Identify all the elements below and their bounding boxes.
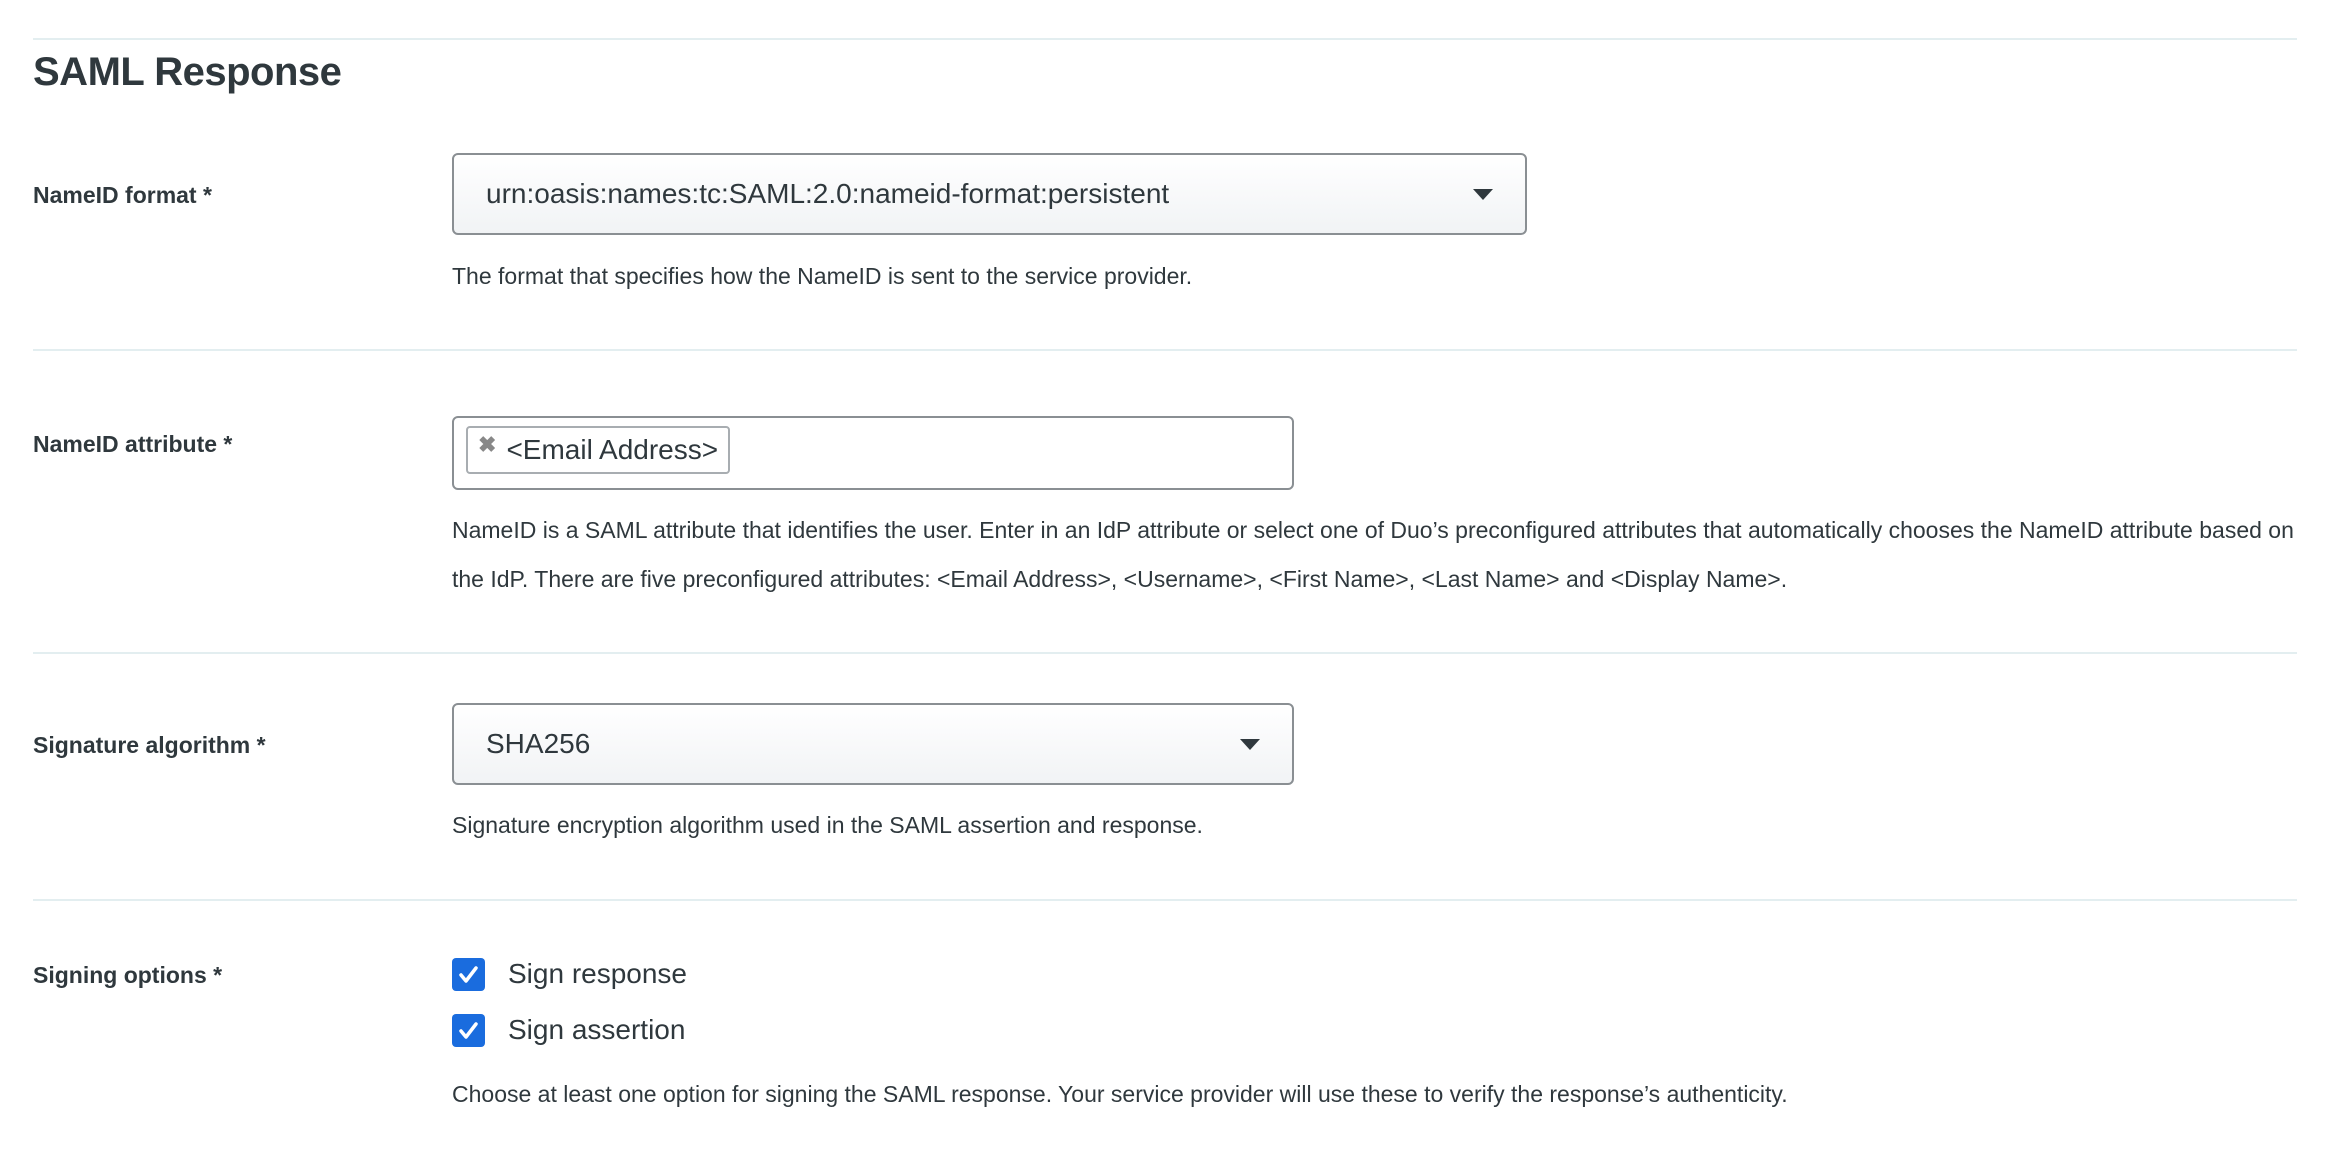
sign-response-checkbox[interactable] <box>452 958 485 991</box>
sign-response-label[interactable]: Sign response <box>508 958 688 989</box>
checkmark-icon <box>452 1014 485 1047</box>
divider <box>33 349 2297 351</box>
nameid-format-value: urn:oasis:names:tc:SAML:2.0:nameid-format:persistent <box>486 178 1170 209</box>
signature-algorithm-label: Signature algorithm * <box>33 732 266 758</box>
signature-algorithm-select[interactable] <box>452 703 1294 785</box>
section-title: SAML Response <box>33 50 342 94</box>
attribute-tag-label: <Email Address> <box>506 434 719 465</box>
checkmark-icon <box>452 958 485 991</box>
nameid-format-label: NameID format * <box>33 182 212 208</box>
signing-options-help: Choose at least one option for signing the SAML response. Your service provider will use these to verify the response’s authenticity. <box>452 1081 1788 1107</box>
nameid-attribute-label: NameID attribute * <box>33 431 233 457</box>
divider <box>33 899 2297 901</box>
sign-assertion-checkbox[interactable] <box>452 1014 485 1047</box>
chevron-down-icon <box>1473 189 1493 200</box>
divider <box>33 38 2297 40</box>
nameid-format-help: The format that specifies how the NameID is sent to the service provider. <box>452 263 1193 289</box>
nameid-attribute-input[interactable] <box>452 416 1294 490</box>
nameid-attribute-help: NameID is a SAML attribute that identifies the user. Enter in an IdP attribute or select one of Duo’s preconfigured attributes that automatically chooses the NameID attribute based on the IdP. There are five preconfigured attributes: <Email Address>, <Username>, <First Name>, <Last Name> and <Display Name>. <box>452 517 2294 592</box>
sign-assertion-label[interactable]: Sign assertion <box>508 1014 686 1045</box>
divider <box>33 652 2297 654</box>
signature-algorithm-value: SHA256 <box>486 728 591 759</box>
nameid-format-select[interactable] <box>452 153 1527 235</box>
signing-options-label: Signing options * <box>33 962 223 988</box>
attribute-tag <box>466 426 730 474</box>
chevron-down-icon <box>1240 739 1260 750</box>
signature-algorithm-help: Signature encryption algorithm used in the SAML assertion and response. <box>452 812 1203 838</box>
remove-tag-icon[interactable]: ✖ <box>478 432 497 457</box>
